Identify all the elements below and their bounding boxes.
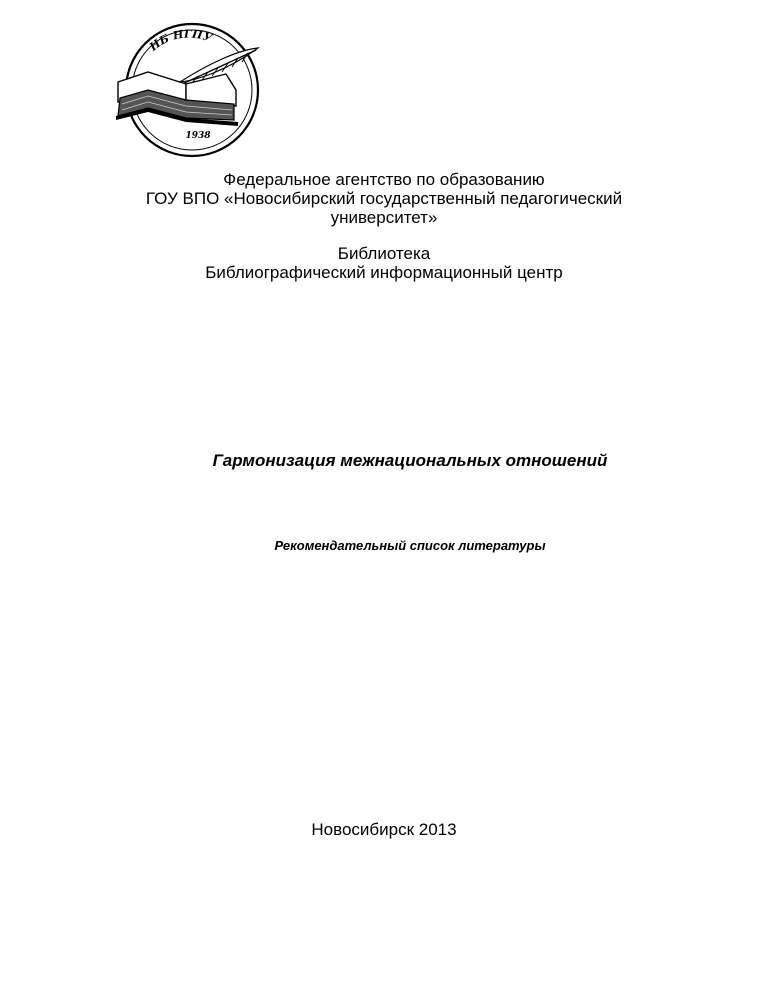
document-subtitle: Рекомендательный список литературы xyxy=(274,538,546,553)
open-book-icon xyxy=(116,72,238,126)
university-name-line-2: университет» xyxy=(330,208,438,227)
library-name: Библиотека xyxy=(337,244,431,263)
library-emblem-logo xyxy=(108,20,270,160)
university-name-line-1: ГОУ ВПО «Новосибирский государственный педагогический xyxy=(145,189,623,208)
emblem-top-text: НБ НГПУ xyxy=(147,27,214,54)
agency-name: Федеральное агентство по образованию xyxy=(223,170,545,189)
emblem-year: 1938 xyxy=(185,131,211,141)
place-and-year: Новосибирск 2013 xyxy=(311,820,457,839)
info-center-name: Библиографический информационный центр xyxy=(205,263,563,282)
document-title: Гармонизация межнациональных отношений xyxy=(212,451,608,470)
